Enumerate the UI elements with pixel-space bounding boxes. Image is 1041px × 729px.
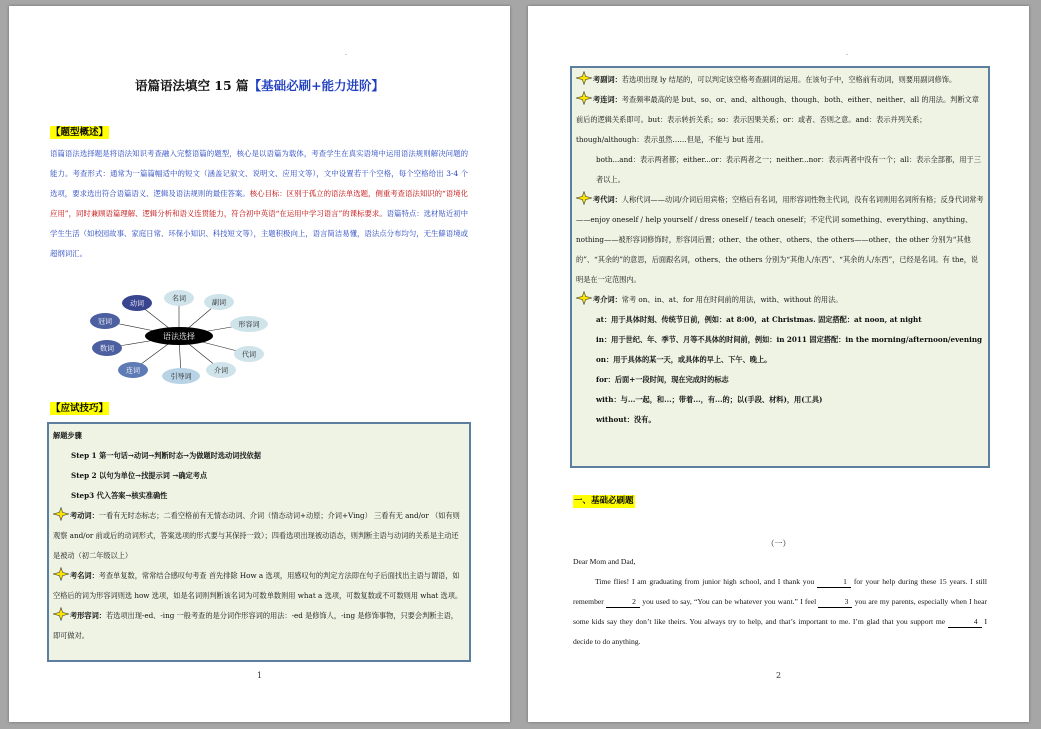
page-number: 2 <box>775 671 782 680</box>
mindmap-center <box>145 327 213 345</box>
overview-text-blue: 语篇语法选择题是将语法知识考查融入完整语篇的题型，核心是以语篇为载体，考查学生在真实语境中运用语法规则解决问题的能力。考查形式：通常为一篇篇幅适中的短文（涵盖记叙文、说明文、应用文等），文中设置若干个空格，每个空格给出 3-4 个选项，要求选出符合语篇语义、逻辑及语法规则的最佳答案。 <box>50 149 468 198</box>
tip-preposition <box>576 290 984 310</box>
star-icon <box>576 71 592 85</box>
mindmap-label: 介词 <box>214 366 228 375</box>
page-number: 1 <box>256 671 263 680</box>
blank-2[interactable]: 2 <box>606 597 640 608</box>
prep-with: with：与...一起，和...；带着...，有...的；以(手段、材料)，用(工具) <box>596 395 823 404</box>
step-3: Step3 代入答案→核实准确性 <box>71 491 168 500</box>
mindmap-label: 冠词 <box>98 317 112 326</box>
tip-pronoun <box>576 190 984 290</box>
mindmap-node-adjective <box>230 316 268 332</box>
prep-for: for：后面+一段时间，现在完成时的标志 <box>596 375 729 384</box>
letter-text: you used to say, “You can be whatever you want.” I feel <box>640 597 819 606</box>
tip-label: 考介词： <box>593 295 622 304</box>
tips-box <box>47 422 471 662</box>
prep-on: on：用于具体的某一天，或具体的早上、下午、晚上。 <box>596 355 772 364</box>
document-page-1 <box>9 6 510 722</box>
blank-4[interactable]: 4 <box>948 617 982 628</box>
overview-text-blue-2: 语篇特点：选材贴近初中学生生活（如校园故事、家庭日常、环保小知识、科技短文等），主题积极向上，语言简洁易懂，语法点分布均匀，无生僻语境或超纲词汇。 <box>50 209 468 258</box>
tip-adverb <box>576 70 984 90</box>
mindmap-label: 名词 <box>172 294 186 303</box>
mindmap-label: 副词 <box>212 298 226 307</box>
tip-adjective <box>53 606 465 646</box>
header-dot: · <box>846 52 848 59</box>
mindmap-center-label: 语法选择 <box>163 332 195 341</box>
tip-conjunction-2: both...and：表示两者都；either...or：表示两者之一；neither...nor：表示两者中没有一个；all：表示全部都，用于三者以上。 <box>596 155 981 184</box>
letter-body <box>573 572 987 652</box>
letter-greeting: Dear Mom and Dad, <box>573 557 636 566</box>
blank-1[interactable]: 1 <box>817 577 851 588</box>
mindmap-node-connective <box>162 368 200 384</box>
overview-text-red: 核心目标：区别于孤立的语法单选题，侧重考查语法知识的“语境化应用”，同时兼顾语篇理解、逻辑分析和语义连贯能力，符合初中英语“在运用中学习语言”的课标要求。 <box>50 189 468 218</box>
tip-text: 考查单复数，常常结合感叹句考查 首先排除 How a 选项，用感叹句的判定方法即在句子后面找出主语与谓语，如空格后的词为形容词则选 how 选项，如是名词则判断该名词为可数单数则用 what a 选项，可数复数或不可数则用 what 选项。 <box>53 571 463 600</box>
star-icon <box>576 191 592 205</box>
blank-3[interactable]: 3 <box>818 597 852 608</box>
tip-noun <box>53 566 465 606</box>
prep-in: in：用于世纪、年、季节、月等不具体的时间前，例如：in 2011 固定搭配：in the morning/afternoon/evening <box>596 335 983 344</box>
tip-label: 考动词： <box>70 511 99 520</box>
section-heading-basic: 一、基础必刷题 <box>574 496 634 506</box>
letter-text: you are my parents, especially when I hear some kids say they don’t like theirs. You always try to help, and that’s important to me. I’m glad that you support me <box>573 597 987 626</box>
star-icon <box>576 291 592 305</box>
tip-text: 若选项出现 ly 结尾的，可以判定该空格考查副词的运用。在该句子中，空格前有动词，则要用副词修饰。 <box>621 75 957 84</box>
mindmap-label: 代词 <box>242 350 256 359</box>
tip-label: 考形容词： <box>70 611 106 620</box>
letter-text: I decide to do anything. <box>573 617 987 646</box>
tip-label: 考连词： <box>593 95 622 104</box>
mindmap-node-verb <box>122 295 152 311</box>
mindmap-label: 数词 <box>100 344 114 353</box>
tip-text: 考查频率最高的是 but、so、or、and、although、though、both、either、neither、all 的用法。判断文章前后的逻辑关系即可。but：表示转折关系；so：表示因果关系；or：或者、否则之意。and：表示并列关系；though/although：表示虽然……但是，不能与 but 连用。 <box>576 95 979 144</box>
mindmap-node-numeral <box>92 340 122 356</box>
tip-text: 一看有无时态标志；二看空格前有无情态动词、介词（情态动词+动原；介词+Ving） 三看有无 and/or （如有则观察 and/or 前或后的动词形式，答案选项的形式要与其保持一致）；四看选项出现被动语态，则判断主语与动词的关系是主动还是被动（初二年级以上） <box>53 511 460 560</box>
tip-verb <box>53 506 465 566</box>
letter-text: Time flies! I am graduating from junior high school, and I thank you <box>595 577 818 586</box>
step-2: Step 2 以句为单位→找提示词 →确定考点 <box>71 471 208 480</box>
mindmap-node-preposition <box>206 362 236 378</box>
mindmap-label: 引导词 <box>170 372 192 381</box>
mindmap-label: 动词 <box>130 299 144 308</box>
mindmap-node-conjunction <box>118 362 148 378</box>
mindmap-label: 形容词 <box>238 320 260 329</box>
prep-without: without：没有。 <box>596 415 656 424</box>
mindmap-node-article <box>90 313 120 329</box>
star-icon <box>53 607 69 621</box>
tip-text: 常考 on、in、at、for 用在时间前的用法，with、without 的用法。 <box>621 295 843 304</box>
passage-number: （一） <box>766 539 791 548</box>
overview-paragraph <box>50 144 468 264</box>
star-icon <box>53 507 69 521</box>
tip-label: 考名词： <box>70 571 99 580</box>
section-heading-overview: 【题型概述】 <box>51 127 109 138</box>
mindmap-label: 连词 <box>126 366 140 375</box>
header-dot: · <box>345 52 347 59</box>
tip-text: 若选项出现-ed、-ing 一般考查的是分词作形容词的用法：-ed 是修饰人，-ing 是修饰事物，只要会判断主语，即可做对。 <box>53 611 458 640</box>
tip-label: 考副词： <box>593 75 622 84</box>
prep-at: at：用于具体时刻、传统节日前，例如：at 8:00，at Christmas. 固定搭配：at noon, at night <box>596 315 922 324</box>
grammar-mindmap <box>69 286 289 386</box>
mindmap-node-noun <box>164 290 194 306</box>
tip-label: 考代词： <box>593 195 622 204</box>
steps-heading: 解题步骤 <box>53 431 82 440</box>
page-title <box>9 76 510 94</box>
document-page-2 <box>528 6 1029 722</box>
tip-text: 人称代词——动词/介词后用宾格；空格后有名词，用形容词性物主代词，没有名词则用名词所有格；反身代词常考——enjoy oneself / help yourself / dress oneself / teach oneself；不定代词 something、everything、anything、nothing——被形容词修饰时，形容词后置；other、the other、others、the others——other、the other 分别为“其他的”、“其余的”的意思，后面跟名词，others、the others 分别为“其他人/东西”、“其余的人/东西”，已经是名词。有 the，说明是在一定范围内。 <box>576 195 984 284</box>
section-heading-tips: 【应试技巧】 <box>51 403 109 414</box>
star-icon <box>53 567 69 581</box>
tip-conjunction <box>576 90 984 150</box>
title-main: 语篇语法填空 15 篇 <box>134 78 249 93</box>
star-icon <box>576 91 592 105</box>
tips-box-continued <box>570 66 990 468</box>
mindmap-node-pronoun <box>234 346 264 362</box>
letter-text: for your help during these 15 years. I still remember <box>573 577 987 606</box>
mindmap-node-adverb <box>204 294 234 310</box>
title-bracket: 【基础必刷+能力进阶】 <box>248 78 385 93</box>
step-1: Step 1 第一句话→动词→判断时态→为做题时选动词找依据 <box>71 451 261 460</box>
